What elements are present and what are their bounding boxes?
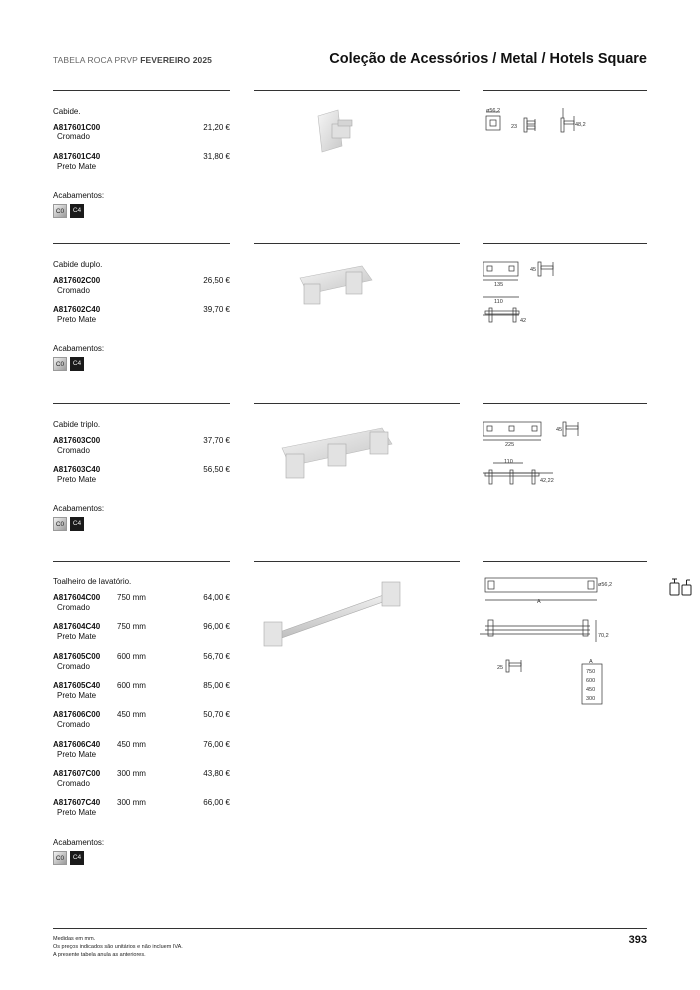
product-finish: Cromado: [57, 720, 90, 729]
product-code: A817604C00: [53, 593, 101, 602]
product-finish: Preto Mate: [57, 475, 97, 484]
product-photo-hook: [312, 106, 360, 154]
product-code: A817607C40: [53, 798, 101, 807]
dimension-label: 750: [586, 669, 596, 675]
product-price: 39,70 €: [203, 305, 230, 314]
divider: [483, 403, 647, 404]
divider: [53, 243, 230, 244]
divider: [254, 561, 460, 562]
product-finish: Cromado: [57, 603, 90, 612]
dimension-label: ø56,2: [486, 108, 501, 114]
footer-note: Medidas em mm.: [53, 936, 96, 942]
finish-swatch-chrome: C0: [53, 851, 67, 865]
product-size: 600 mm: [117, 681, 146, 690]
section-title: Cabide triplo.: [53, 420, 101, 429]
product-photo-towel-bar: [260, 578, 410, 652]
section-title: Toalheiro de lavatório.: [53, 577, 132, 586]
product-size: 300 mm: [117, 769, 146, 778]
dimension-drawing-triple-hook: [483, 416, 583, 490]
dimension-label: 45: [556, 427, 563, 433]
finish-swatch-black: C4: [70, 357, 84, 371]
divider: [53, 561, 230, 562]
footer-note: Os preços indicados são unitários e não incluem IVA.: [53, 944, 183, 950]
product-code: A817605C40: [53, 681, 101, 690]
product-finish: Cromado: [57, 446, 90, 455]
product-finish: Preto Mate: [57, 632, 97, 641]
product-size: 450 mm: [117, 710, 146, 719]
dimension-label: 42: [520, 318, 527, 324]
product-price: 56,70 €: [203, 652, 230, 661]
dimension-label: 110: [494, 299, 503, 305]
finishes-label: Acabamentos:: [53, 344, 105, 353]
finish-swatch-black: C4: [70, 851, 84, 865]
product-price: 56,50 €: [203, 465, 230, 474]
divider: [53, 403, 230, 404]
header-catalog-label: [53, 55, 212, 65]
product-photo-triple-hook: [278, 424, 396, 484]
product-code: A817606C40: [53, 740, 101, 749]
product-code: A817607C00: [53, 769, 101, 778]
product-price: 76,00 €: [203, 740, 230, 749]
section-title: Cabide duplo.: [53, 260, 103, 269]
dimension-drawing-towel-bar: [478, 574, 618, 709]
dimension-label: 600: [586, 678, 596, 684]
product-finish: Preto Mate: [57, 808, 97, 817]
divider: [254, 243, 460, 244]
product-code: A817602C00: [53, 276, 101, 285]
dimension-drawing-hook: [483, 104, 593, 140]
product-price: 85,00 €: [203, 681, 230, 690]
product-size: 750 mm: [117, 622, 146, 631]
product-price: 64,00 €: [203, 593, 230, 602]
dimension-label: 25: [497, 665, 504, 671]
product-code: A817603C00: [53, 436, 101, 445]
product-price: 50,70 €: [203, 710, 230, 719]
dimension-label: 23: [511, 124, 518, 130]
footer-divider: [53, 928, 647, 929]
product-photo-double-hook: [296, 262, 376, 312]
product-size: 600 mm: [117, 652, 146, 661]
finish-swatch-chrome: C0: [53, 357, 67, 371]
product-code: A817605C00: [53, 652, 101, 661]
dimension-label: 70,2: [598, 633, 609, 639]
dimension-label: 300: [586, 696, 596, 702]
product-code: A817606C00: [53, 710, 101, 719]
page-title: Coleção de Acessórios / Metal / Hotels Square: [329, 51, 647, 67]
divider: [254, 90, 460, 91]
dimension-label: 225: [505, 442, 515, 448]
dimension-label: 48,2: [575, 122, 586, 128]
dimension-label: 45: [530, 267, 537, 273]
product-price: 21,20 €: [203, 123, 230, 132]
product-finish: Cromado: [57, 662, 90, 671]
product-code: A817603C40: [53, 465, 101, 474]
finish-swatch-black: C4: [70, 204, 84, 218]
product-price: 37,70 €: [203, 436, 230, 445]
product-price: 31,80 €: [203, 152, 230, 161]
header-catalog-name: TABELA ROCA PRVP: [53, 55, 141, 65]
divider: [53, 90, 230, 91]
footer-note: A presente tabela anula as anteriores.: [53, 952, 146, 958]
dimension-label: 135: [494, 282, 504, 288]
product-size: 750 mm: [117, 593, 146, 602]
product-finish: Preto Mate: [57, 750, 97, 759]
dimension-label: 110: [504, 459, 513, 465]
product-price: 43,80 €: [203, 769, 230, 778]
divider: [254, 403, 460, 404]
divider: [483, 90, 647, 91]
product-finish: Cromado: [57, 132, 90, 141]
product-code: A817601C00: [53, 123, 101, 132]
product-code: A817601C40: [53, 152, 101, 161]
product-finish: Preto Mate: [57, 315, 97, 324]
product-code: A817604C40: [53, 622, 101, 631]
dimension-drawing-double-hook: [483, 256, 573, 328]
product-code: A817602C40: [53, 305, 101, 314]
finishes-label: Acabamentos:: [53, 504, 105, 513]
dimension-label: ø56,2: [598, 582, 613, 588]
divider: [483, 243, 647, 244]
product-price: 26,50 €: [203, 276, 230, 285]
product-finish: Preto Mate: [57, 691, 97, 700]
bottles-icon: [668, 575, 694, 597]
product-price: 96,00 €: [203, 622, 230, 631]
section-title: Cabide.: [53, 107, 81, 116]
header-catalog-date: FEVEREIRO 2025: [140, 55, 213, 65]
dimension-label: 42,22: [540, 478, 554, 484]
finishes-label: Acabamentos:: [53, 191, 105, 200]
dimension-label: 450: [586, 687, 596, 693]
finish-swatch-black: C4: [70, 517, 84, 531]
product-price: 66,00 €: [203, 798, 230, 807]
finish-swatch-chrome: C0: [53, 517, 67, 531]
product-finish: Cromado: [57, 779, 90, 788]
divider: [483, 561, 647, 562]
dimension-label: A: [537, 599, 541, 605]
product-size: 450 mm: [117, 740, 146, 749]
finishes-label: Acabamentos:: [53, 838, 105, 847]
product-size: 300 mm: [117, 798, 146, 807]
page-number: 393: [628, 934, 647, 946]
product-finish: Preto Mate: [57, 162, 97, 171]
product-finish: Cromado: [57, 286, 90, 295]
dimension-label: A: [589, 659, 593, 665]
finish-swatch-chrome: C0: [53, 204, 67, 218]
